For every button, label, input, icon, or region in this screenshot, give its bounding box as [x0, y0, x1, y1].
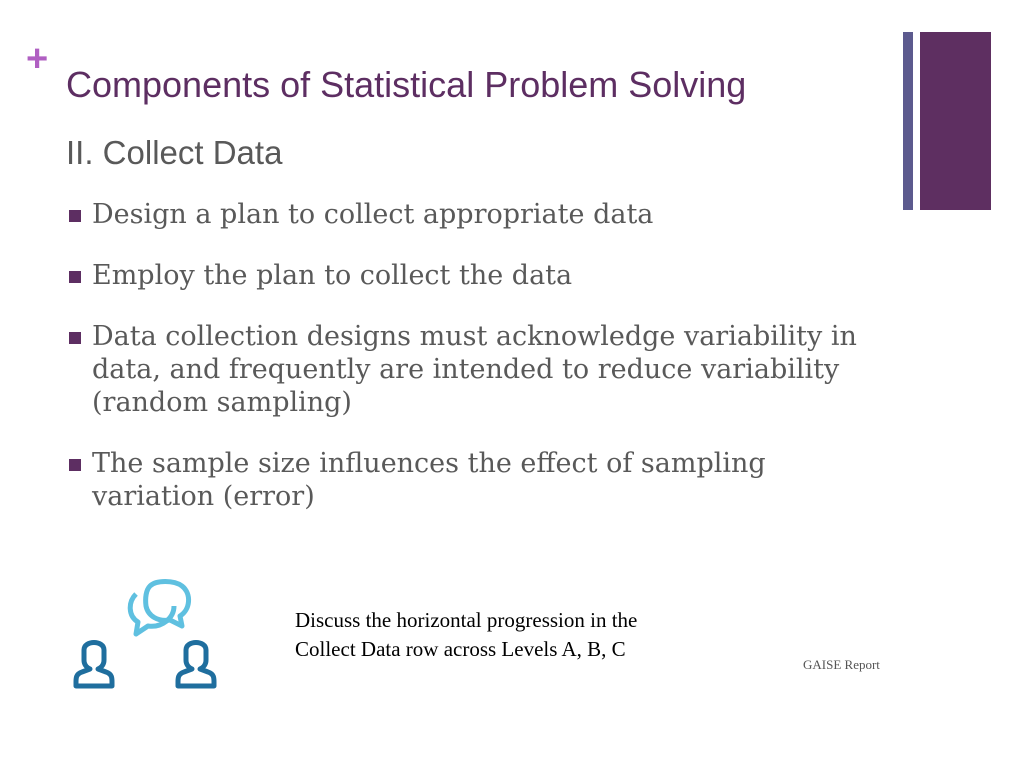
- bullet-square-icon: [69, 271, 81, 283]
- source-citation: GAISE Report: [803, 657, 880, 672]
- slide-subtitle: II. Collect Data: [66, 134, 283, 171]
- bullet-item: [66, 447, 886, 513]
- person-right-icon: [178, 643, 214, 687]
- bullet-item: [66, 259, 886, 292]
- slide-title: Components of Statistical Problem Solving: [66, 64, 747, 105]
- bullet-text: Data collection designs must acknowledge variability in data, and frequently are intended to reduce variability (random sampling): [92, 321, 857, 418]
- accent-bar-narrow: [903, 32, 913, 210]
- bullet-text: Employ the plan to collect the data: [92, 260, 573, 291]
- bullet-item: [66, 320, 886, 419]
- discussion-line: Collect Data row across Levels A, B, C: [295, 637, 626, 661]
- bullet-square-icon: [69, 332, 81, 344]
- plus-icon: +: [26, 38, 49, 80]
- bullet-text: Design a plan to collect appropriate data: [92, 199, 654, 230]
- bullet-square-icon: [69, 459, 81, 471]
- accent-bar-wide: [920, 32, 991, 210]
- bullet-item: [66, 198, 886, 231]
- discussion-prompt: [295, 606, 795, 664]
- discussion-line: Discuss the horizontal progression in the: [295, 608, 638, 632]
- people-conversation-icon: [70, 576, 226, 694]
- bullet-text: The sample size influences the effect of sampling variation (error): [92, 448, 766, 512]
- person-left-icon: [76, 643, 112, 687]
- speech-bubbles-icon: [130, 582, 188, 635]
- bullet-list: [66, 198, 886, 541]
- bullet-square-icon: [69, 210, 81, 222]
